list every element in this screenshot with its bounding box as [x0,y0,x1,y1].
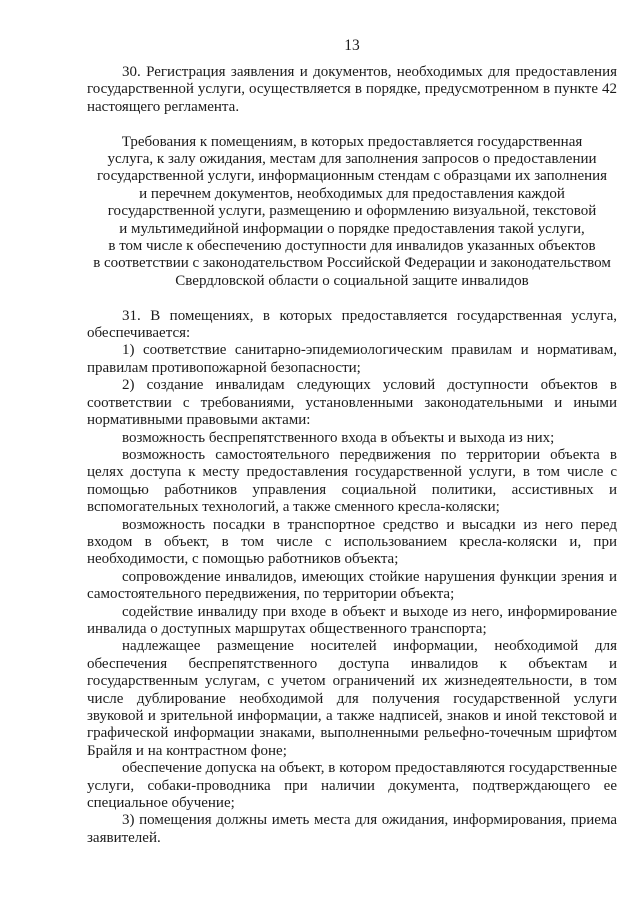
clause-31-intro: 31. В помещениях, в которых предоставляется государственная услуга, обеспечивается: [87,307,617,342]
heading-line: Свердловской области о социальной защите инвалидов [175,272,529,289]
accessibility-condition: сопровождение инвалидов, имеющих стойкие нарушения функции зрения и самостоятельного передвижения, по территории объекта; [87,568,617,603]
clause-30: 30. Регистрация заявления и документов, необходимых для предоставления государственной услуги, осуществляется в порядке, предусмотренном в пункте 42 настоящего регламента. [87,64,617,115]
heading-line: и мультимедийной информации о порядке предоставления такой услуги, [119,220,585,237]
page-number: 13 [344,37,360,54]
heading-line: государственной услуги, информационным стендам с образцами их заполнения [96,168,608,185]
heading-line: и перечнем документов, необходимых для предоставления каждой [139,185,565,202]
accessibility-condition: возможность посадки в транспортное средство и высадки из него перед входом в объект, в том числе с использованием кресла-коляски и, при необходимости, с помощью работников объекта; [87,516,617,568]
accessibility-condition: содействие инвалиду при входе в объект и выходе из него, информирование инвалида о доступных маршрутах общественного транспорта; [87,603,617,637]
accessibility-condition: надлежащее размещение носителей информации, необходимой для обеспечения беспрепятственного доступа инвалидов к объектам и государственным услугам, с учетом ограничений их жизнедеятельности, в том числе дублирование необходимой для получения государственной услуги звуковой и зрительной информации, а также надписей, знаков и иной текстовой и графической информации знаками, выполненными рельефно-точечным шрифтом Брайля и на контрастном фоне; [87,638,617,759]
clause-31-item-1: 1) соответствие санитарно-эпидемиологическим правилам и нормативам, правилам противопожарной безопасности; [87,342,617,376]
clause-31-item-3: 3) помещения должны иметь места для ожидания, информирования, приема заявителей. [87,812,617,846]
heading-line: Требования к помещениям, в которых предоставляется государственная [121,133,583,150]
accessibility-condition: обеспечение допуска на объект, в котором предоставляются государственные услуги, собаки-проводника при наличии документа, подтверждающего ее специальное обучение; [87,760,617,812]
heading-line: услуга, к залу ожидания, местам для заполнения запросов о предоставлении [107,151,597,168]
clause-31-item-2: 2) создание инвалидам следующих условий доступности объектов в соответствии с требованиями, установленными законодательными и иными нормативными правовыми актами: [87,377,617,429]
spacer [87,116,617,133]
accessibility-condition: возможность самостоятельного передвижения по территории объекта в целях доступа к месту предоставления государственной услуги, в том числе с помощью работников управления социальной политики, ассистивных и вспомогательных технологий, а также сменного кресла-коляски; [87,446,617,516]
spacer [87,290,617,307]
heading-line: в соответствии с законодательством Российской Федерации и законодательством [93,255,611,272]
accessibility-condition: возможность беспрепятственного входа в объекты и выхода из них; [122,429,555,446]
section-heading [87,134,617,291]
document-body [87,64,617,847]
heading-line: в том числе к обеспечению доступности для инвалидов указанных объектов [108,238,596,255]
heading-line: государственной услуги, размещению и оформлению визуальной, текстовой [107,203,597,220]
